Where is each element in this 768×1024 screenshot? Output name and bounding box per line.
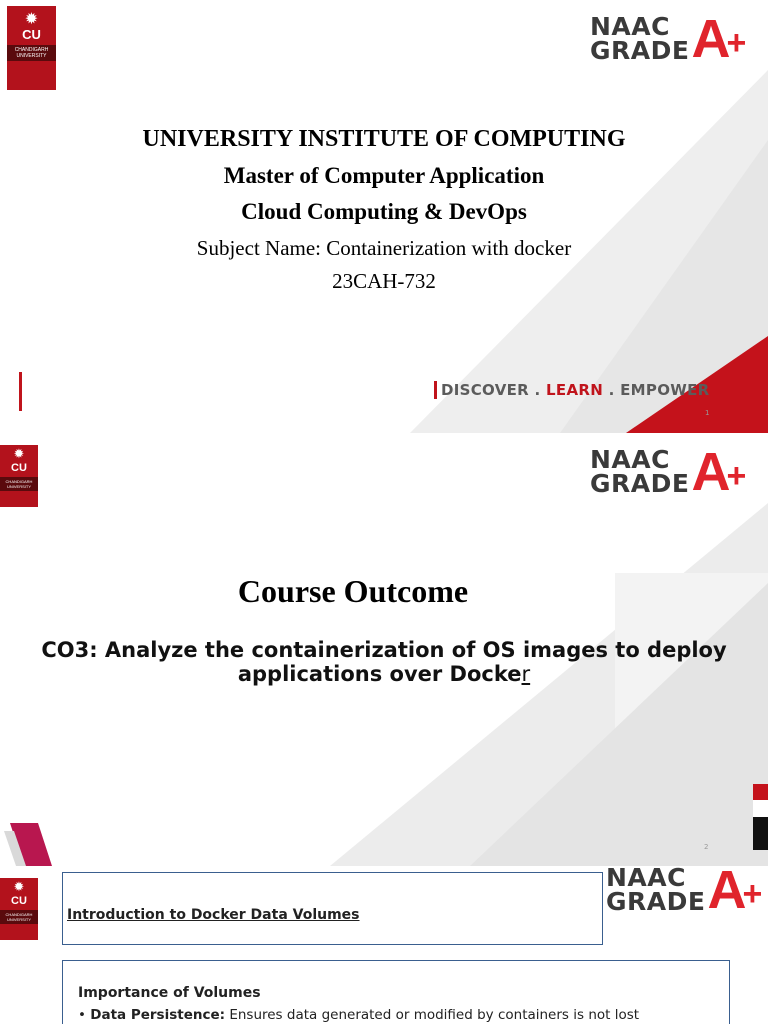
subject-name: Subject Name: Containerization with docker [196,236,572,260]
naac-word: NAAC [590,445,670,474]
cu-abbr: CU [11,462,27,474]
gear-emblem-icon: ✹ [13,880,25,895]
grade-plus: + [726,24,747,62]
grade-word: GRADE [590,36,690,65]
subject-code: 23CAH-732 [332,269,436,293]
grade-letter: A [691,9,731,69]
bullet-dot: • [78,1007,91,1023]
gear-emblem-icon: ✹ [13,447,25,462]
content-box [62,960,730,1024]
slide-title: Course Outcome [237,573,469,609]
grade-word: GRADE [606,887,706,916]
cu-name: CHANDIGARH UNIVERSITY [0,910,38,924]
grade-plus: + [726,457,747,495]
cu-abbr: CU [11,895,27,907]
slide-3 [0,866,768,1024]
naac-word: NAAC [590,12,670,41]
cu-logo [7,6,56,90]
intro-title: Introduction to Docker Data Volumes [67,907,360,923]
naac-word: NAAC [606,866,686,892]
importance-title: Importance of Volumes [78,985,261,1001]
cu-abbr: CU [22,27,41,42]
grade-word: GRADE [590,469,690,498]
grade-letter: A [691,442,731,502]
naac-logo [587,441,762,503]
naac-logo [587,8,762,70]
bullet-term: Data Persistence: [90,1007,226,1023]
gear-emblem-icon: ✹ [24,9,39,28]
cu-name: CHANDIGARH UNIVERSITY [7,45,56,61]
cu-name: CHANDIGARH UNIVERSITY [0,477,38,491]
cu-logo [0,878,38,940]
specialization-title: Cloud Computing & DevOps [241,199,527,224]
list-item [78,1007,729,1023]
page-number: 2 [704,843,709,851]
cu-logo [0,445,38,507]
outcome-main: CO3: Analyze the containerization of OS images to deploy applications over Docke [41,638,727,686]
tagline [434,381,709,399]
tagline-empower: . EMPOWER [603,381,710,399]
bullet-text: Ensures data generated or modified by containers is not lost [225,1007,640,1023]
outcome-tail: r [521,662,531,686]
naac-logo [606,866,768,920]
tagline-discover: DISCOVER . [441,381,547,399]
institute-title: UNIVERSITY INSTITUTE OF COMPUTING [142,126,626,152]
grade-letter: A [707,866,747,920]
grade-plus: + [742,875,763,913]
left-accent-bar [19,372,22,411]
slide-2 [0,433,768,866]
program-title: Master of Computer Application [223,163,545,188]
slide-1 [0,0,768,433]
page-number: 1 [705,409,710,417]
intro-title-box [62,872,603,945]
course-outcome-text [40,638,728,686]
tagline-learn: LEARN [546,381,604,399]
